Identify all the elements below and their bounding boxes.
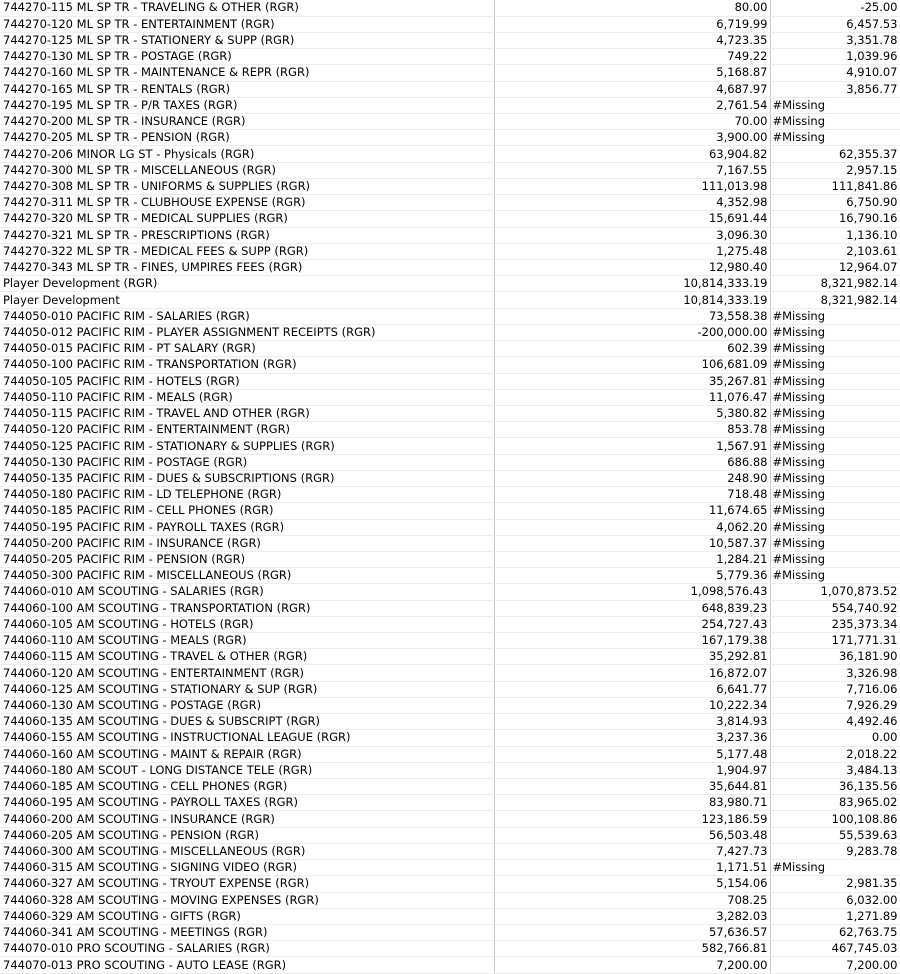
current-amount-cell[interactable]: 254,727.43 [494,616,770,632]
prior-amount-cell[interactable]: #Missing [770,341,900,357]
prior-amount-cell[interactable]: 7,926.29 [770,697,900,713]
account-name-cell[interactable]: 744060-205 AM SCOUTING - PENSION (RGR) [0,827,494,843]
account-name-cell[interactable]: 744270-300 ML SP TR - MISCELLANEOUS (RGR) [0,162,494,178]
account-name-cell[interactable]: 744270-125 ML SP TR - STATIONERY & SUPP (RGR) [0,32,494,48]
prior-amount-cell[interactable]: -25.00 [770,0,900,16]
account-name-cell[interactable]: 744060-341 AM SCOUTING - MEETINGS (RGR) [0,924,494,940]
table-row [0,633,900,649]
account-name-cell[interactable]: 744270-311 ML SP TR - CLUBHOUSE EXPENSE (RGR) [0,195,494,211]
prior-amount-cell[interactable]: 55,539.63 [770,827,900,843]
current-amount-cell[interactable]: 6,719.99 [494,16,770,32]
account-name-cell[interactable]: 744050-205 PACIFIC RIM - PENSION (RGR) [0,551,494,567]
current-amount-cell[interactable]: 6,641.77 [494,681,770,697]
prior-amount-cell[interactable]: #Missing [770,470,900,486]
account-name-cell[interactable]: 744270-322 ML SP TR - MEDICAL FEES & SUPP (RGR) [0,243,494,259]
current-amount-cell[interactable]: 35,292.81 [494,649,770,665]
current-amount-cell[interactable]: 1,275.48 [494,243,770,259]
prior-amount-cell[interactable]: 2,981.35 [770,876,900,892]
table-row [0,519,900,535]
table-row [0,65,900,81]
account-name-cell[interactable]: 744050-110 PACIFIC RIM - MEALS (RGR) [0,389,494,405]
account-name-cell[interactable]: 744270-195 ML SP TR - P/R TAXES (RGR) [0,97,494,113]
current-amount-cell[interactable]: 63,904.82 [494,146,770,162]
prior-amount-cell[interactable]: 1,136.10 [770,227,900,243]
current-amount-cell[interactable]: 749.22 [494,49,770,65]
current-amount-cell[interactable]: 5,168.87 [494,65,770,81]
table-row [0,795,900,811]
prior-amount-cell[interactable]: 2,018.22 [770,746,900,762]
table-row [0,49,900,65]
table-row [0,195,900,211]
table-row [0,649,900,665]
prior-amount-cell[interactable]: #Missing [770,519,900,535]
account-name-cell[interactable]: 744270-200 ML SP TR - INSURANCE (RGR) [0,114,494,130]
current-amount-cell[interactable]: 73,558.38 [494,308,770,324]
prior-amount-cell[interactable]: #Missing [770,357,900,373]
current-amount-cell[interactable]: 602.39 [494,341,770,357]
current-amount-cell[interactable]: 83,980.71 [494,795,770,811]
account-name-cell[interactable]: 744270-120 ML SP TR - ENTERTAINMENT (RGR) [0,16,494,32]
table-row [0,341,900,357]
account-name-cell[interactable]: 744050-135 PACIFIC RIM - DUES & SUBSCRIPTIONS (RGR) [0,470,494,486]
table-row [0,551,900,567]
account-name-cell[interactable]: 744050-105 PACIFIC RIM - HOTELS (RGR) [0,373,494,389]
table-row [0,178,900,194]
prior-amount-cell[interactable]: 1,039.96 [770,49,900,65]
account-name-cell[interactable]: Player Development [0,292,494,308]
account-name-cell[interactable]: 744060-327 AM SCOUTING - TRYOUT EXPENSE (RGR) [0,876,494,892]
table-row [0,357,900,373]
current-amount-cell[interactable]: 582,766.81 [494,941,770,957]
table-row [0,681,900,697]
current-amount-cell[interactable]: 708.25 [494,892,770,908]
prior-amount-cell[interactable]: #Missing [770,308,900,324]
prior-amount-cell[interactable]: #Missing [770,568,900,584]
current-amount-cell[interactable]: 15,691.44 [494,211,770,227]
account-name-cell[interactable]: 744050-120 PACIFIC RIM - ENTERTAINMENT (RGR) [0,422,494,438]
prior-amount-cell[interactable]: #Missing [770,438,900,454]
table-row [0,0,900,16]
account-name-cell[interactable]: 744060-160 AM SCOUTING - MAINT & REPAIR (RGR) [0,746,494,762]
current-amount-cell[interactable]: 248.90 [494,470,770,486]
table-row [0,779,900,795]
account-name-cell[interactable]: 744270-320 ML SP TR - MEDICAL SUPPLIES (RGR) [0,211,494,227]
account-name-cell[interactable]: 744060-300 AM SCOUTING - MISCELLANEOUS (RGR) [0,843,494,859]
table-row [0,211,900,227]
prior-amount-cell[interactable]: 36,135.56 [770,779,900,795]
prior-amount-cell[interactable]: 7,200.00 [770,957,900,973]
account-name-cell[interactable]: 744060-130 AM SCOUTING - POSTAGE (RGR) [0,697,494,713]
account-name-cell[interactable]: 744050-115 PACIFIC RIM - TRAVEL AND OTHER (RGR) [0,405,494,421]
account-name-cell[interactable]: Player Development (RGR) [0,276,494,292]
current-amount-cell[interactable]: 11,674.65 [494,503,770,519]
prior-amount-cell[interactable]: 8,321,982.14 [770,276,900,292]
prior-amount-cell[interactable]: #Missing [770,422,900,438]
current-amount-cell[interactable]: 3,814.93 [494,714,770,730]
current-amount-cell[interactable]: 4,687.97 [494,81,770,97]
table-row [0,454,900,470]
prior-amount-cell[interactable]: #Missing [770,130,900,146]
table-row [0,260,900,276]
prior-amount-cell[interactable]: 3,351.78 [770,32,900,48]
prior-amount-cell[interactable]: #Missing [770,860,900,876]
account-name-cell[interactable]: 744060-329 AM SCOUTING - GIFTS (RGR) [0,908,494,924]
current-amount-cell[interactable]: 853.78 [494,422,770,438]
prior-amount-cell[interactable]: 36,181.90 [770,649,900,665]
account-name-cell[interactable]: 744050-195 PACIFIC RIM - PAYROLL TAXES (RGR) [0,519,494,535]
current-amount-cell[interactable]: 686.88 [494,454,770,470]
current-amount-cell[interactable]: 4,723.35 [494,32,770,48]
prior-amount-cell[interactable]: #Missing [770,535,900,551]
table-row [0,422,900,438]
current-amount-cell[interactable]: 648,839.23 [494,600,770,616]
current-amount-cell[interactable]: 7,200.00 [494,957,770,973]
account-name-cell[interactable]: 744270-165 ML SP TR - RENTALS (RGR) [0,81,494,97]
current-amount-cell[interactable]: 111,013.98 [494,178,770,194]
account-name-cell[interactable]: 744050-130 PACIFIC RIM - POSTAGE (RGR) [0,454,494,470]
table-row [0,665,900,681]
account-name-cell[interactable]: 744060-135 AM SCOUTING - DUES & SUBSCRIPT (RGR) [0,714,494,730]
prior-amount-cell[interactable]: 9,283.78 [770,843,900,859]
account-name-cell[interactable]: 744060-195 AM SCOUTING - PAYROLL TAXES (RGR) [0,795,494,811]
table-row [0,114,900,130]
prior-amount-cell[interactable]: 1,271.89 [770,908,900,924]
account-name-cell[interactable]: 744050-100 PACIFIC RIM - TRANSPORTATION (RGR) [0,357,494,373]
current-amount-cell[interactable]: 3,096.30 [494,227,770,243]
prior-amount-cell[interactable]: 6,457.53 [770,16,900,32]
account-name-cell[interactable]: 744060-010 AM SCOUTING - SALARIES (RGR) [0,584,494,600]
prior-amount-cell[interactable]: 111,841.86 [770,178,900,194]
account-name-cell[interactable]: 744060-110 AM SCOUTING - MEALS (RGR) [0,633,494,649]
table-row [0,924,900,940]
account-name-cell[interactable]: 744050-015 PACIFIC RIM - PT SALARY (RGR) [0,341,494,357]
prior-amount-cell[interactable]: 3,326.98 [770,665,900,681]
prior-amount-cell[interactable]: 6,750.90 [770,195,900,211]
account-name-cell[interactable]: 744060-120 AM SCOUTING - ENTERTAINMENT (RGR) [0,665,494,681]
prior-amount-cell[interactable]: 62,355.37 [770,146,900,162]
table-row [0,908,900,924]
current-amount-cell[interactable]: 10,587.37 [494,535,770,551]
prior-amount-cell[interactable]: #Missing [770,487,900,503]
current-amount-cell[interactable]: 4,352.98 [494,195,770,211]
current-amount-cell[interactable]: 1,904.97 [494,762,770,778]
table-row [0,308,900,324]
prior-amount-cell[interactable]: 3,484.13 [770,762,900,778]
current-amount-cell[interactable]: 1,171.51 [494,860,770,876]
current-amount-cell[interactable]: 7,427.73 [494,843,770,859]
account-name-cell[interactable]: 744050-010 PACIFIC RIM - SALARIES (RGR) [0,308,494,324]
account-name-cell[interactable]: 744270-160 ML SP TR - MAINTENANCE & REPR (RGR) [0,65,494,81]
current-amount-cell[interactable]: 70.00 [494,114,770,130]
table-row [0,600,900,616]
current-amount-cell[interactable]: 5,154.06 [494,876,770,892]
account-name-cell[interactable]: 744060-200 AM SCOUTING - INSURANCE (RGR) [0,811,494,827]
table-row [0,584,900,600]
prior-amount-cell[interactable]: 235,373.34 [770,616,900,632]
table-row [0,81,900,97]
current-amount-cell[interactable]: 3,282.03 [494,908,770,924]
current-amount-cell[interactable]: 10,814,333.19 [494,276,770,292]
account-name-cell[interactable]: 744270-308 ML SP TR - UNIFORMS & SUPPLIES (RGR) [0,178,494,194]
prior-amount-cell[interactable]: 16,790.16 [770,211,900,227]
prior-amount-cell[interactable]: 3,856.77 [770,81,900,97]
table-row [0,32,900,48]
account-name-cell[interactable]: 744050-012 PACIFIC RIM - PLAYER ASSIGNMENT RECEIPTS (RGR) [0,324,494,340]
prior-amount-cell[interactable]: #Missing [770,373,900,389]
current-amount-cell[interactable]: 167,179.38 [494,633,770,649]
prior-amount-cell[interactable]: 1,070,873.52 [770,584,900,600]
table-row [0,876,900,892]
table-row [0,243,900,259]
table-row [0,746,900,762]
table-row [0,697,900,713]
current-amount-cell[interactable]: 718.48 [494,487,770,503]
current-amount-cell[interactable]: 35,267.81 [494,373,770,389]
current-amount-cell[interactable]: 35,644.81 [494,779,770,795]
table-row [0,843,900,859]
account-name-cell[interactable]: 744050-125 PACIFIC RIM - STATIONARY & SUPPLIES (RGR) [0,438,494,454]
current-amount-cell[interactable]: 56,503.48 [494,827,770,843]
account-name-cell[interactable]: 744060-328 AM SCOUTING - MOVING EXPENSES (RGR) [0,892,494,908]
table-row [0,227,900,243]
table-row [0,941,900,957]
account-name-cell[interactable]: 744060-180 AM SCOUT - LONG DISTANCE TELE (RGR) [0,762,494,778]
account-name-cell[interactable]: 744050-200 PACIFIC RIM - INSURANCE (RGR) [0,535,494,551]
account-name-cell[interactable]: 744270-321 ML SP TR - PRESCRIPTIONS (RGR) [0,227,494,243]
account-name-cell[interactable]: 744060-100 AM SCOUTING - TRANSPORTATION (RGR) [0,600,494,616]
account-name-cell[interactable]: 744270-130 ML SP TR - POSTAGE (RGR) [0,49,494,65]
current-amount-cell[interactable]: 4,062.20 [494,519,770,535]
table-row [0,146,900,162]
account-name-cell[interactable]: 744060-105 AM SCOUTING - HOTELS (RGR) [0,616,494,632]
table-row [0,503,900,519]
prior-amount-cell[interactable]: 7,716.06 [770,681,900,697]
table-row [0,97,900,113]
table-row [0,827,900,843]
table-row [0,405,900,421]
table-row [0,957,900,973]
current-amount-cell[interactable]: 2,761.54 [494,97,770,113]
prior-amount-cell[interactable]: #Missing [770,454,900,470]
account-name-cell[interactable]: 744270-115 ML SP TR - TRAVELING & OTHER (RGR) [0,0,494,16]
current-amount-cell[interactable]: 1,567.91 [494,438,770,454]
table-row [0,324,900,340]
prior-amount-cell[interactable]: 0.00 [770,730,900,746]
current-amount-cell[interactable]: 80.00 [494,0,770,16]
account-name-cell[interactable]: 744270-206 MINOR LG ST - Physicals (RGR) [0,146,494,162]
table-row [0,276,900,292]
account-name-cell[interactable]: 744060-155 AM SCOUTING - INSTRUCTIONAL LEAGUE (RGR) [0,730,494,746]
account-name-cell[interactable]: 744070-013 PRO SCOUTING - AUTO LEASE (RGR) [0,957,494,973]
prior-amount-cell[interactable]: 2,103.61 [770,243,900,259]
current-amount-cell[interactable]: -200,000.00 [494,324,770,340]
prior-amount-cell[interactable]: #Missing [770,389,900,405]
account-name-cell[interactable]: 744060-315 AM SCOUTING - SIGNING VIDEO (RGR) [0,860,494,876]
prior-amount-cell[interactable]: 467,745.03 [770,941,900,957]
table-row [0,389,900,405]
prior-amount-cell[interactable]: 554,740.92 [770,600,900,616]
current-amount-cell[interactable]: 1,284.21 [494,551,770,567]
table-row [0,892,900,908]
table-row [0,292,900,308]
current-amount-cell[interactable]: 16,872.07 [494,665,770,681]
current-amount-cell[interactable]: 1,098,576.43 [494,584,770,600]
table-row [0,568,900,584]
table-row [0,470,900,486]
prior-amount-cell[interactable]: 62,763.75 [770,924,900,940]
prior-amount-cell[interactable]: #Missing [770,405,900,421]
prior-amount-cell[interactable]: 4,910.07 [770,65,900,81]
prior-amount-cell[interactable]: 171,771.31 [770,633,900,649]
table-row [0,535,900,551]
account-name-cell[interactable]: 744060-115 AM SCOUTING - TRAVEL & OTHER (RGR) [0,649,494,665]
table-row [0,373,900,389]
account-name-cell[interactable]: 744060-125 AM SCOUTING - STATIONARY & SUP (RGR) [0,681,494,697]
table-row [0,811,900,827]
current-amount-cell[interactable]: 3,237.36 [494,730,770,746]
table-row [0,730,900,746]
account-name-cell[interactable]: 744270-343 ML SP TR - FINES, UMPIRES FEES (RGR) [0,260,494,276]
account-name-cell[interactable]: 744270-205 ML SP TR - PENSION (RGR) [0,130,494,146]
prior-amount-cell[interactable]: #Missing [770,503,900,519]
account-name-cell[interactable]: 744060-185 AM SCOUTING - CELL PHONES (RGR) [0,779,494,795]
current-amount-cell[interactable]: 10,222.34 [494,697,770,713]
prior-amount-cell[interactable]: 12,964.07 [770,260,900,276]
current-amount-cell[interactable]: 11,076.47 [494,389,770,405]
prior-amount-cell[interactable]: 4,492.46 [770,714,900,730]
table-row [0,162,900,178]
table-row [0,16,900,32]
table-row [0,616,900,632]
prior-amount-cell[interactable]: 2,957.15 [770,162,900,178]
current-amount-cell[interactable]: 106,681.09 [494,357,770,373]
prior-amount-cell[interactable]: #Missing [770,114,900,130]
table-row [0,438,900,454]
account-name-cell[interactable]: 744050-300 PACIFIC RIM - MISCELLANEOUS (RGR) [0,568,494,584]
current-amount-cell[interactable]: 123,186.59 [494,811,770,827]
table-row [0,714,900,730]
prior-amount-cell[interactable]: 83,965.02 [770,795,900,811]
table-row [0,762,900,778]
prior-amount-cell[interactable]: 8,321,982.14 [770,292,900,308]
table-row [0,487,900,503]
prior-amount-cell[interactable]: #Missing [770,324,900,340]
current-amount-cell[interactable]: 57,636.57 [494,924,770,940]
current-amount-cell[interactable]: 5,177.48 [494,746,770,762]
current-amount-cell[interactable]: 5,380.82 [494,405,770,421]
account-name-cell[interactable]: 744070-010 PRO SCOUTING - SALARIES (RGR) [0,941,494,957]
current-amount-cell[interactable]: 5,779.36 [494,568,770,584]
account-name-cell[interactable]: 744050-180 PACIFIC RIM - LD TELEPHONE (RGR) [0,487,494,503]
prior-amount-cell[interactable]: #Missing [770,551,900,567]
prior-amount-cell[interactable]: 100,108.86 [770,811,900,827]
table-row [0,130,900,146]
table-row [0,860,900,876]
current-amount-cell[interactable]: 10,814,333.19 [494,292,770,308]
current-amount-cell[interactable]: 3,900.00 [494,130,770,146]
account-name-cell[interactable]: 744050-185 PACIFIC RIM - CELL PHONES (RGR) [0,503,494,519]
current-amount-cell[interactable]: 7,167.55 [494,162,770,178]
prior-amount-cell[interactable]: #Missing [770,97,900,113]
current-amount-cell[interactable]: 12,980.40 [494,260,770,276]
prior-amount-cell[interactable]: 6,032.00 [770,892,900,908]
